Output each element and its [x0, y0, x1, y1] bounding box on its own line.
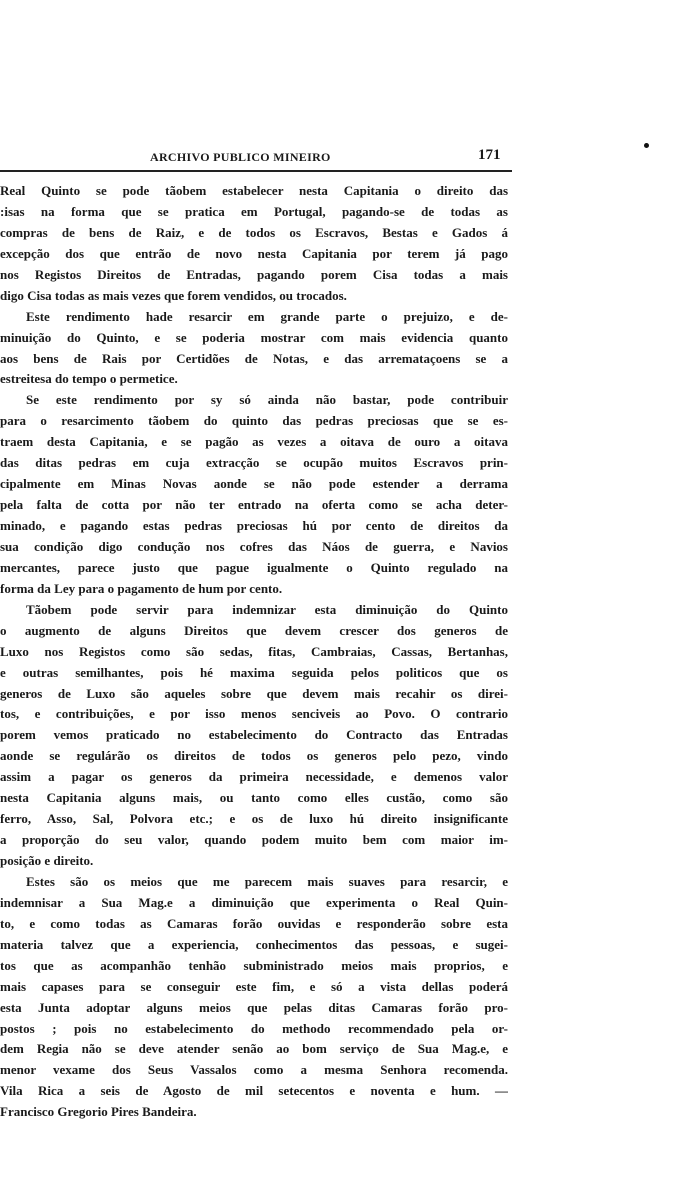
text-line: mais capases para se conseguir este fim, e só a vista dellas poderá: [0, 978, 508, 994]
text-line: aonde se regulárão os direitos de todos os generos pelo pezo, vindo: [0, 748, 508, 764]
text-line: esta Junta adoptar alguns meios que pelas ditas Camaras forão pro-: [0, 999, 508, 1015]
text-line: nesta Capitania alguns mais, ou tanto como elles custão, como são: [0, 790, 508, 806]
page-header: [0, 148, 520, 170]
text-line: excepção dos que entrão de novo nesta Capitania por terem já pago: [0, 245, 508, 261]
text-line: minuição do Quinto, e se poderia mostrar com mais evidencia quanto: [0, 329, 508, 345]
text-line: para o resarcimento tãobem do quinto das pedras preciosas que se es-: [0, 413, 508, 429]
text-line: indemnisar a Sua Mag.e a diminuição que experimenta o Real Quin-: [0, 894, 508, 910]
text-line: sua condição digo condução nos cofres das Náos de guerra, e Navios: [0, 538, 508, 554]
text-line: materia talvez que a experiencia, conhecimentos das pessoas, e sugei-: [0, 936, 508, 952]
text-line: assim a pagar os generos da primeira necessidade, e demenos valor: [0, 769, 508, 785]
text-line: digo Cisa todas as mais vezes que forem vendidos, ou trocados.: [0, 287, 347, 303]
page-number: 171: [478, 147, 501, 163]
text-line: compras de bens de Raiz, e de todos os Escravos, Bestas e Gados á: [0, 224, 508, 240]
header-rule: [0, 170, 512, 172]
text-line: dem Regia não se deve atender senão ao bom serviço de Sua Mag.e, e: [0, 1041, 508, 1057]
text-line: to, e como todas as Camaras forão ouvidas e responderão sobre esta: [0, 915, 508, 931]
text-line: Tãobem pode servir para indemnizar esta diminuição do Quinto: [26, 601, 508, 617]
text-line: generos de Luxo são aqueles sobre que devem mais recahir os direi-: [0, 685, 508, 701]
text-line: aos bens de Rais por Certidões de Notas, e das arremataçoens se a: [0, 350, 508, 366]
text-line: mercantes, parece justo que pague igualmente o Quinto regulado na: [0, 559, 508, 575]
text-line: traem desta Capitania, e se pagão as vezes a oitava de ouro a oitava: [0, 434, 508, 450]
text-line: forma da Ley para o pagamento de hum por cento.: [0, 580, 283, 596]
text-line: cipalmente em Minas Novas aonde se não pode estender a derrama: [0, 476, 508, 492]
text-line: Real Quinto se pode tãobem estabelecer nesta Capitania o direito das: [0, 183, 508, 198]
text-line: menor vexame dos Seus Vassalos como a mesma Senhora recomenda.: [0, 1062, 508, 1078]
text-line: e outras semilhantes, pois hé maxima seguida pelos politicos que os: [0, 664, 508, 680]
text-line: posição e direito.: [0, 853, 94, 868]
text-line: pela falta de cotta por não ter entrado na oferta como se acha deter-: [0, 497, 508, 513]
running-title: ARCHIVO PUBLICO MINEIRO: [150, 150, 331, 164]
text-line: nos Registos Direitos de Entradas, pagando porem Cisa todas a mais: [0, 266, 508, 282]
body-text: [0, 181, 508, 1123]
text-line: ferro, Asso, Sal, Polvora etc.; e os de luxo hú direito insignificante: [0, 811, 508, 827]
text-line: Se este rendimento por sy só ainda não bastar, pode contribuir: [26, 392, 508, 408]
print-speck: [644, 143, 649, 148]
text-line: porem vemos praticado no estabelecimento do Contracto das Entradas: [0, 727, 508, 743]
text-line: Estes são os meios que me parecem mais suaves para resarcir, e: [26, 873, 508, 889]
text-line: Vila Rica a seis de Agosto de mil setecentos e noventa e hum. —: [0, 1083, 508, 1099]
text-line: Francisco Gregorio Pires Bandeira.: [0, 1104, 197, 1120]
text-line: a proporção do seu valor, quando podem muito bem com maior im-: [0, 832, 508, 848]
text-line: tos, e contribuições, e por isso menos senciveis ao Povo. O contrario: [0, 706, 508, 722]
text-line: estreitesa do tempo o permetice.: [0, 371, 178, 387]
text-line: Este rendimento hade resarcir em grande parte o prejuizo, e de-: [26, 308, 508, 324]
text-line: tos que as acompanhão tenhão subministrado meios mais proprios, e: [0, 957, 508, 973]
text-line: minado, e pagando estas pedras preciosas hú por cento de direitos da: [0, 518, 508, 533]
text-line: o augmento de alguns Direitos que devem crescer dos generos de: [0, 622, 508, 638]
text-line: das ditas pedras em cuja extracção se ocupão muitos Escravos prin-: [0, 455, 508, 471]
text-line: Luxo nos Registos como são sedas, fitas, Cambraias, Cassas, Bertanhas,: [0, 643, 508, 659]
text-line: postos ; pois no estabelecimento do methodo recommendado pela or-: [0, 1020, 508, 1036]
text-line: :isas na forma que se pratica em Portugal, pagando-se de todas as: [0, 203, 508, 219]
